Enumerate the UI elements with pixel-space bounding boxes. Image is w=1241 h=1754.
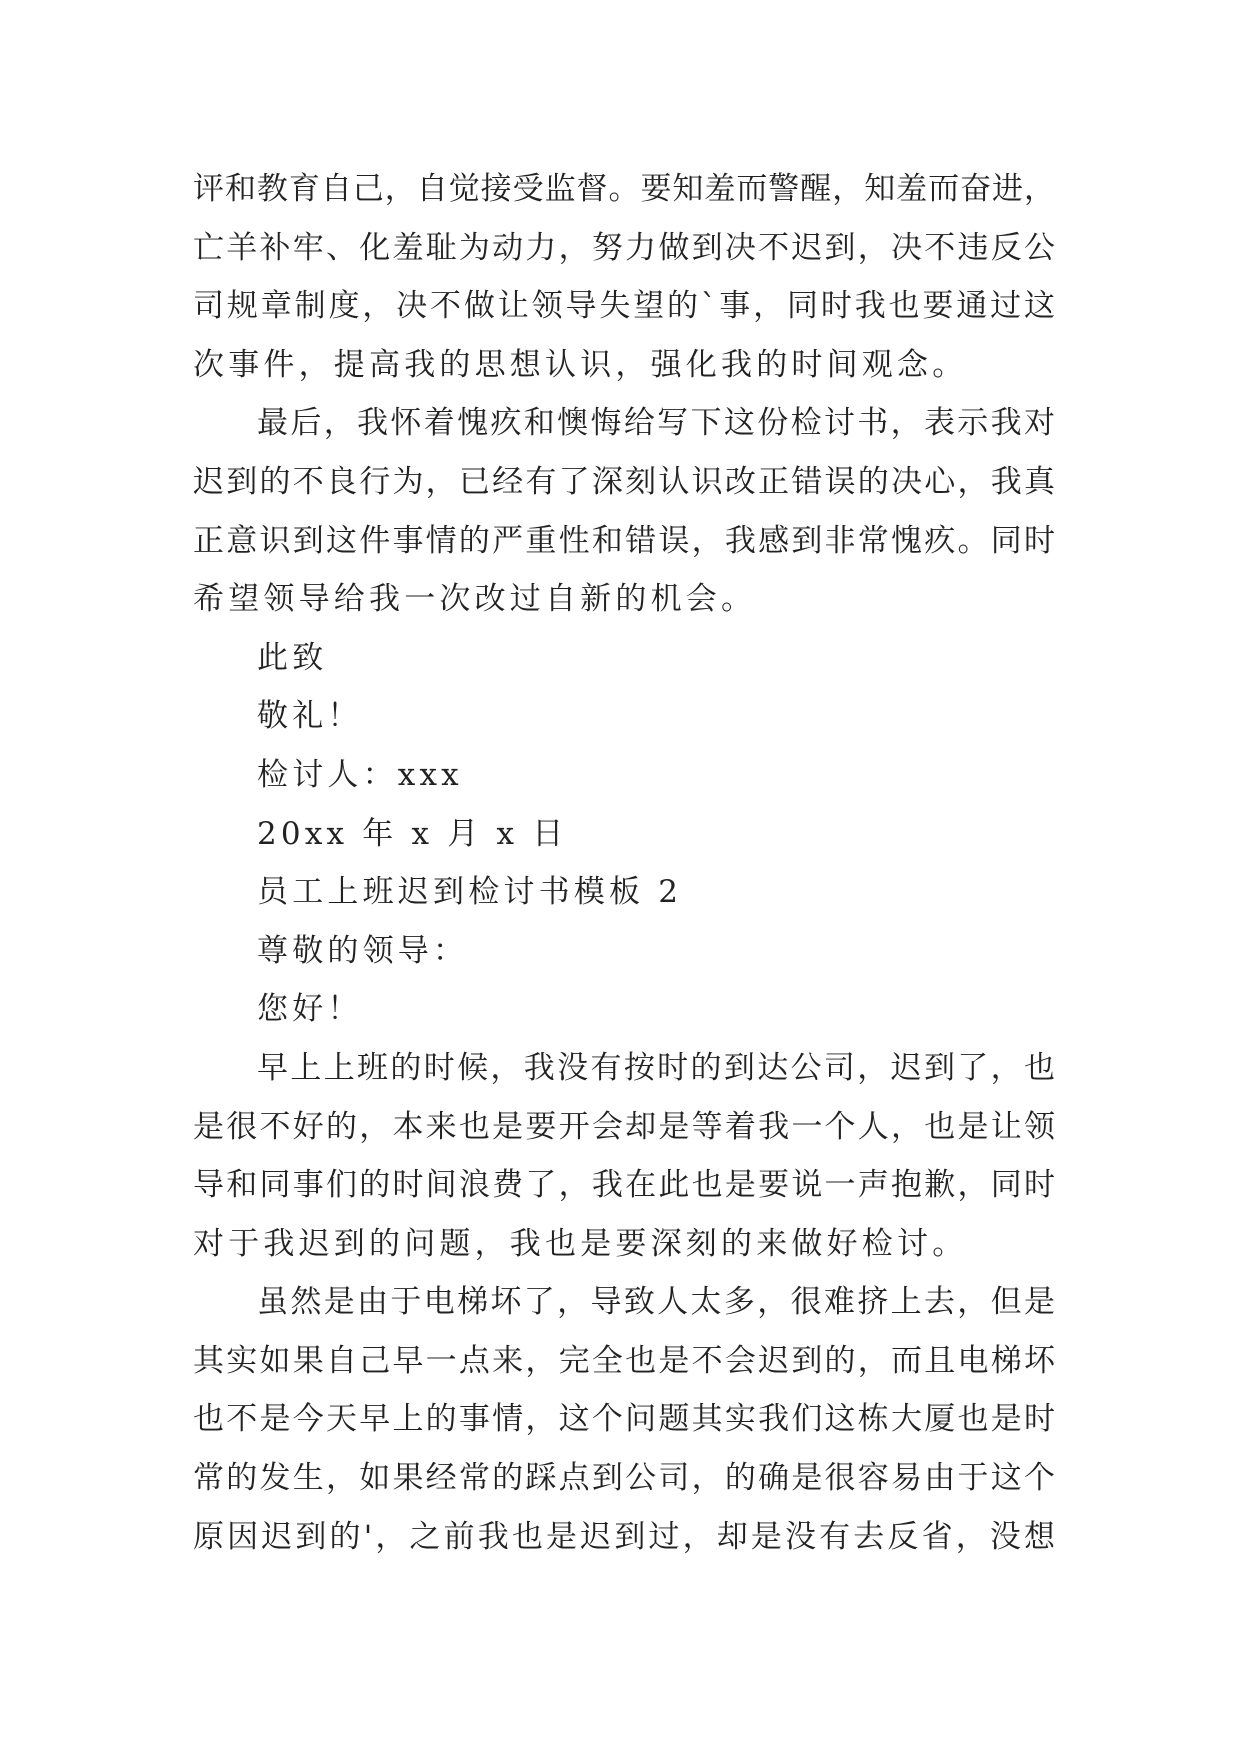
text-line: 迟到的不良行为，已经有了深刻认识改正错误的决心，我真 <box>193 463 1055 500</box>
template-2-title: 员工上班迟到检讨书模板 2 <box>257 874 683 911</box>
text-line: 亡羊补牢、化羞耻为动力，努力做到决不迟到，决不违反公 <box>193 229 1055 266</box>
text-line: 原因迟到的'，之前我也是迟到过，却是没有去反省，没想 <box>193 1518 1055 1555</box>
text-line: 也不是今天早上的事情，这个问题其实我们这栋大厦也是时 <box>193 1401 1055 1438</box>
text-line: 正意识到这件事情的严重性和错误，我感到非常愧疚。同时 <box>193 522 1055 559</box>
text-line: 常的发生，如果经常的踩点到公司，的确是很容易由于这个 <box>193 1460 1055 1497</box>
text-line: 司规章制度，决不做让领导失望的`事，同时我也要通过这 <box>193 288 1055 325</box>
paragraph-final-statement <box>193 394 1055 628</box>
text-line: 次事件，提高我的思想认识，强化我的时间观念。 <box>193 346 968 383</box>
text-line: 最后，我怀着愧疚和懊悔给写下这份检讨书，表示我对 <box>257 405 1055 442</box>
date: 20xx 年 x 月 x 日 <box>257 815 568 852</box>
text-line: 希望领导给我一次改过自新的机会。 <box>193 581 757 618</box>
text-line: 虽然是由于电梯坏了，导致人太多，很难挤上去，但是 <box>257 1284 1055 1321</box>
signature: 检讨人：xxx <box>257 756 463 793</box>
paragraph-self-criticism <box>193 160 1055 394</box>
text-line: 其实如果自己早一点来，完全也是不会迟到的，而且电梯坏 <box>193 1342 1055 1379</box>
text-line: 是很不好的，本来也是要开会却是等着我一个人，也是让领 <box>193 1108 1055 1145</box>
paragraph-elevator-reason <box>193 1273 1055 1566</box>
text-line: 评和教育自己，自觉接受监督。要知羞而警醒，知羞而奋进， <box>193 171 1055 207</box>
greeting-hello: 您好！ <box>257 991 363 1028</box>
text-line: 早上上班的时候，我没有按时的到达公司，迟到了，也 <box>257 1049 1055 1086</box>
paragraph-late-event <box>193 1039 1055 1273</box>
text-line: 导和同事们的时间浪费了，我在此也是要说一声抱歉，同时 <box>193 1167 1055 1204</box>
text-line: 对于我迟到的问题，我也是要深刻的来做好检讨。 <box>193 1225 968 1262</box>
document-body <box>193 160 1055 1566</box>
closing-salutation: 此致 <box>257 639 328 676</box>
greeting-recipient: 尊敬的领导： <box>257 932 469 969</box>
closing-regards: 敬礼！ <box>257 698 363 735</box>
